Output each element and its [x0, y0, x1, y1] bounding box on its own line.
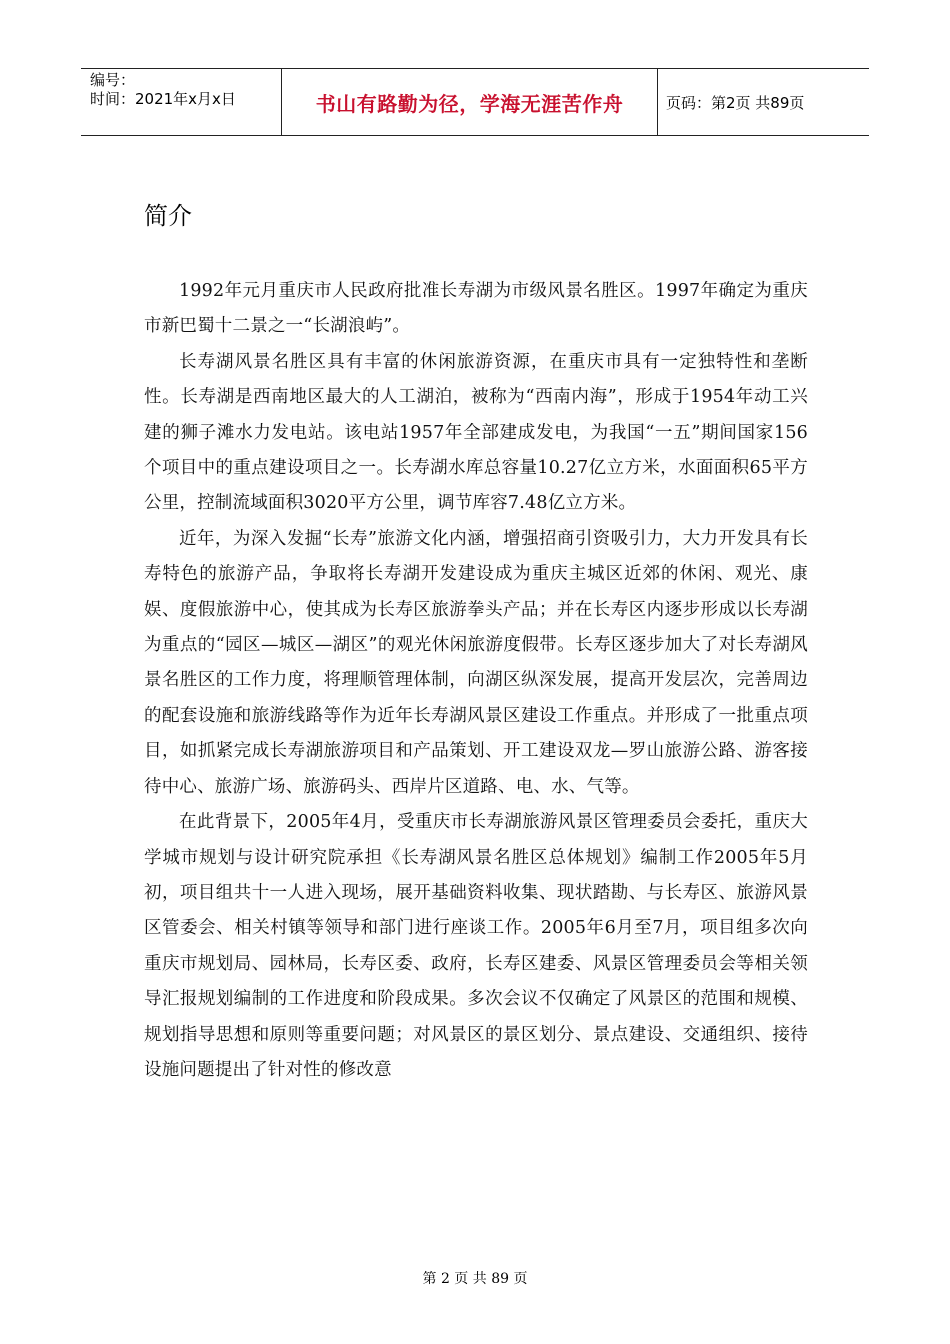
section-title: 简介: [144, 202, 192, 230]
header-motto: 书山有路勤为径，学海无涯苦作舟: [281, 69, 658, 135]
paragraph: 长寿湖风景名胜区具有丰富的休闲旅游资源，在重庆市具有一定独特性和垄断性。长寿湖是西南地区最大的人工湖泊，被称为“西南内海”，形成于1954年动工兴建的狮子滩水力发电站。该电站1957年全部建成发电，为我国“一五”期间国家156个项目中的重点建设项目之一。长寿湖水库总容量10.27亿立方米，水面面积65平方公里，控制流域面积3020平方公里，调节库容7.48亿立方米。: [144, 351, 808, 514]
paragraph: 1992年元月重庆市人民政府批准长寿湖为市级风景名胜区。1997年确定为重庆市新巴蜀十二景之一“长湖浪屿”。: [144, 281, 808, 337]
document-header: [81, 68, 869, 136]
header-meta: [81, 69, 281, 135]
document-number-label: 编号：: [90, 71, 136, 89]
paragraph: 近年，为深入发掘“长寿”旅游文化内涵，增强招商引资吸引力，大力开发具有长寿特色的旅游产品，争取将长寿湖开发建设成为重庆主城区近郊的休闲、观光、康娱、度假旅游中心，使其成为长寿区旅游拳头产品；并在长寿区内逐步形成以长寿湖为重点的“园区—城区—湖区”的观光休闲旅游度假带。长寿区逐步加大了对长寿湖风景名胜区的工作力度，将理顺管理体制，向湖区纵深发展，提高开发层次，完善周边的配套设施和旅游线路等作为近年长寿湖风景区建设工作重点。并形成了一批重点项目，如抓紧完成长寿湖旅游项目和产品策划、开工建设双龙—罗山旅游公路、游客接待中心、旅游广场、旅游码头、西岸片区道路、电、水、气等。: [144, 528, 808, 797]
page-footer: 第 2 页 共 89 页: [422, 1271, 528, 1287]
paragraph: 在此背景下，2005年4月，受重庆市长寿湖旅游风景区管理委员会委托，重庆大学城市规划与设计研究院承担《长寿湖风景名胜区总体规划》编制工作2005年5月初，项目组共十一人进入现场，展开基础资料收集、现状踏勘、与长寿区、旅游风景区管委会、相关村镇等领导和部门进行座谈工作。2005年6月至7月，项目组多次向重庆市规划局、园林局，长寿区委、政府，长寿区建委、风景区管理委员会等相关领导汇报规划编制的工作进度和阶段成果。多次会议不仅确定了风景区的范围和规模、规划指导思想和原则等重要问题；对风景区的景区划分、景点建设、交通组织、接待设施问题提出了针对性的修改意: [144, 812, 808, 1080]
body-text: [144, 274, 808, 1088]
header-page-info: 页码：第2页 共89页: [666, 93, 805, 112]
document-time-label: 时间：2021年x月x日: [90, 90, 236, 108]
